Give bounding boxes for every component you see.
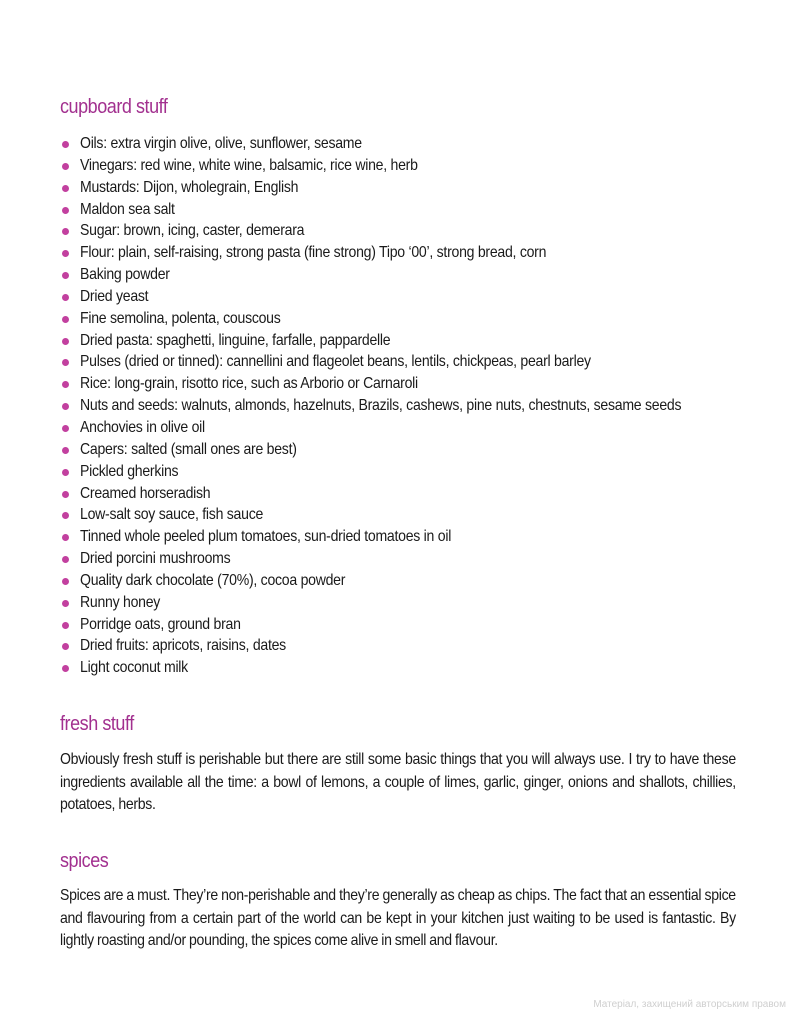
list-item-text: Creamed horseradish [80, 484, 211, 502]
list-item-text: Dried fruits: apricots, raisins, dates [80, 637, 286, 655]
bullet-icon [62, 469, 69, 476]
list-item [60, 548, 796, 570]
bullet-icon [62, 643, 69, 650]
list-item-text: Nuts and seeds: walnuts, almonds, hazelnuts, Brazils, cashews, pine nuts, chestnuts, sesame seeds [80, 397, 682, 415]
list-item-text: Sugar: brown, icing, caster, demerara [80, 222, 305, 240]
bullet-icon [62, 425, 69, 432]
spices-paragraph-text: Spices are a must. They’re non-perishable and they’re generally as cheap as chips. The fact that an essential spice and flavouring from a certain part of the world can be kept in your kitchen just waiting to be used is fantastic. By lightly roasting and/or pounding, the spices come alive in smell and flavour. [60, 887, 736, 949]
list-item-text: Baking powder [80, 266, 170, 284]
list-item-text: Dried yeast [80, 287, 149, 305]
bullet-icon [62, 359, 69, 366]
list-item [60, 570, 796, 592]
list-item-text: Porridge oats, ground bran [80, 615, 241, 633]
bullet-icon [62, 578, 69, 585]
bullet-icon [62, 316, 69, 323]
list-item [60, 526, 796, 548]
list-item-text: Rice: long-grain, risotto rice, such as Arborio or Carnaroli [80, 375, 418, 393]
bullet-icon [62, 207, 69, 214]
list-item [60, 220, 796, 242]
list-item-text: Fine semolina, polenta, couscous [80, 309, 281, 327]
list-item-text: Dried pasta: spaghetti, linguine, farfalle, pappardelle [80, 331, 391, 349]
bullet-icon [62, 294, 69, 301]
list-item-text: Oils: extra virgin olive, olive, sunflower, sesame [80, 135, 362, 152]
bullet-icon [62, 338, 69, 345]
list-item [60, 417, 796, 439]
list-item [60, 592, 796, 614]
list-item [60, 330, 796, 352]
list-item-text: Tinned whole peeled plum tomatoes, sun-dried tomatoes in oil [80, 528, 452, 546]
bullet-icon [62, 600, 69, 607]
list-item-text: Pickled gherkins [80, 462, 179, 480]
list-item-text: Light coconut milk [80, 659, 188, 677]
bullet-icon [62, 228, 69, 235]
list-item [60, 133, 796, 155]
bullet-icon [62, 665, 69, 672]
bullet-icon [62, 512, 69, 519]
copyright-watermark: Матеріал, захищений авторським правом [593, 999, 786, 1010]
bullet-icon [62, 381, 69, 388]
list-item-text: Mustards: Dijon, wholegrain, English [80, 178, 299, 196]
list-item [60, 461, 796, 483]
spices-heading: spices [60, 850, 109, 872]
fresh-paragraph [60, 749, 736, 817]
fresh-paragraph-text: Obviously fresh stuff is perishable but there are still some basic things that you will always use. I try to have these ingredients available all the time: a bowl of lemons, a couple of limes, garlic, ginger, onions and shallots, chillies, potatoes, herbs. [60, 751, 736, 813]
bullet-icon [62, 163, 69, 170]
bullet-icon [62, 403, 69, 410]
list-item [60, 395, 796, 417]
list-item-text: Maldon sea salt [80, 200, 175, 218]
list-item [60, 614, 796, 636]
list-item-text: Pulses (dried or tinned): cannellini and flageolet beans, lentils, chickpeas, pearl barley [80, 353, 591, 371]
list-item [60, 439, 796, 461]
bullet-icon [62, 491, 69, 498]
spices-paragraph [60, 885, 736, 953]
bullet-icon [62, 141, 69, 148]
bullet-icon [62, 556, 69, 563]
list-item [60, 483, 796, 505]
list-item [60, 635, 796, 657]
bullet-icon [62, 622, 69, 629]
list-item-text: Dried porcini mushrooms [80, 550, 231, 568]
list-item-text: Low-salt soy sauce, fish sauce [80, 506, 264, 524]
cupboard-heading: cupboard stuff [60, 96, 168, 118]
list-item-text: Quality dark chocolate (70%), cocoa powder [80, 571, 346, 589]
list-item [60, 199, 796, 221]
bullet-icon [62, 447, 69, 454]
list-item [60, 242, 796, 264]
list-item [60, 308, 796, 330]
fresh-heading: fresh stuff [60, 713, 134, 735]
list-item [60, 155, 796, 177]
cupboard-list [60, 133, 796, 679]
list-item-text: Anchovies in olive oil [80, 418, 205, 436]
bullet-icon [62, 250, 69, 257]
list-item [60, 351, 796, 373]
list-item-text: Vinegars: red wine, white wine, balsamic, rice wine, herb [80, 156, 418, 174]
bullet-icon [62, 185, 69, 192]
list-item [60, 264, 796, 286]
bullet-icon [62, 534, 69, 541]
list-item [60, 286, 796, 308]
list-item [60, 373, 796, 395]
list-item [60, 504, 796, 526]
list-item [60, 177, 796, 199]
list-item-text: Runny honey [80, 593, 161, 611]
list-item [60, 657, 796, 679]
list-item-text: Flour: plain, self-raising, strong pasta (fine strong) Tipo ‘00’, strong bread, corn [80, 244, 547, 262]
bullet-icon [62, 272, 69, 279]
list-item-text: Capers: salted (small ones are best) [80, 440, 297, 458]
